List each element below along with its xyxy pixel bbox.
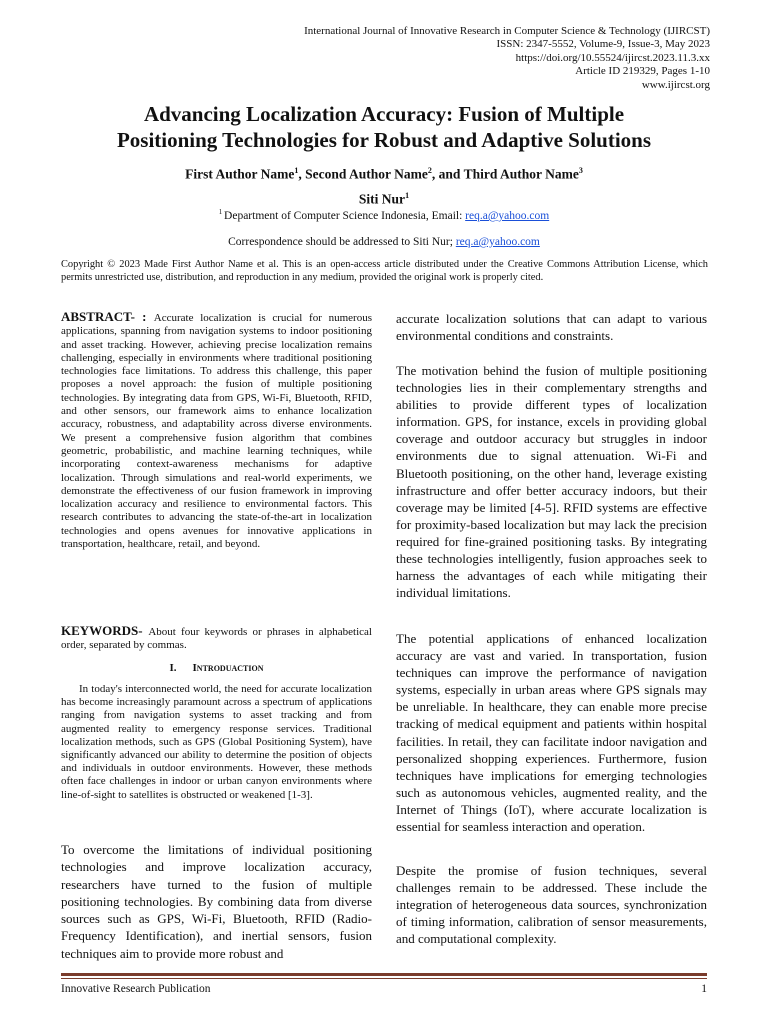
title-line-1: Advancing Localization Accuracy: Fusion of Multiple (143, 102, 625, 126)
correspondence-email-link[interactable]: req.a@yahoo.com (455, 236, 540, 248)
body-paragraph: The potential applications of enhanced localization accuracy are vast and varied. In transportation, fusion techniques can improve the performance of navigation systems, especially in urban areas where GPS signals may be unreliable. In healthcare, they can enable more precise tracking of medical equipment and patients within hospital facilities. In retail, they can facilitate indoor navigation and personalized shopping experiences. Furthermore, fusion techniques have implications for emerging technologies such as autonomous vehicles, augmented reality, and the Internet of Things (IoT), where accurate localization is essential for seamless interaction and operation. (396, 631, 707, 835)
keywords-label: KEYWORDS- (61, 623, 149, 638)
abstract (61, 310, 372, 551)
author-sup: 1 (294, 166, 299, 175)
author-sup: 1 (405, 190, 410, 200)
correspondence-text: Correspondence should be addressed to Siti Nur; (228, 236, 456, 248)
author-line-1 (40, 160, 728, 185)
abstract-text: Accurate localization is crucial for numerous applications, spanning from navigation systems to indoor positioning and asset tracking. However, achieving precise localization remains challenging, especially in environments where traditional positioning technologies face limitations. To address this challenge, this paper proposes a novel approach: the fusion of multiple positioning technologies. By integrating data from GPS, Wi-Fi, Bluetooth, RFID, and other sensors, our framework aims to enhance localization accuracy, robustness, and adaptability across diverse environments. We present a comprehensive fusion algorithm that combines geometric, probabilistic, and machine learning techniques, while incorporating context-awareness mechanisms for adaptive localization. Through simulations and real-world experiments, we demonstrate the effectiveness of our fusion framework in improving localization accuracy and resilience to environmental factors. This research contributes to advancing the state-of-the-art in localization technologies and opens avenues for innovative applications in transportation, healthcare, retail, and beyond. (61, 312, 372, 551)
body-paragraph: accurate localization solutions that can adapt to various environmental conditions and constraints. (396, 311, 707, 344)
abstract-label: ABSTRACT- : (61, 309, 154, 324)
footer-rule-thin (61, 978, 707, 979)
section-number: I. (169, 662, 177, 674)
intro-paragraph: To overcome the limitations of individual positioning technologies and improve localization accuracy, researchers have turned to the fusion of multiple positioning technologies. By combining data from diverse sources such as GPS, Wi-Fi, Bluetooth, RFID (Radio-Frequency Identification), and inertial sensors, fusion techniques aim to provide more robust and (61, 842, 372, 961)
body-paragraph: Despite the promise of fusion techniques, several challenges remain to be addressed. These include the integration of heterogeneous data sources, synchronization of timing information, calibration of sensor measurements, and computational complexity. (396, 863, 707, 947)
author-sup: 3 (578, 166, 583, 175)
keywords-text: About four keywords or phrases in alphabetical order, separated by commas. (61, 626, 372, 652)
author-sup: 2 (427, 166, 432, 175)
keywords (61, 624, 372, 653)
section-title: Introduaction (192, 662, 264, 674)
intro-paragraph: In today's interconnected world, the need for accurate localization has become increasingly paramount across a spectrum of applications ranging from navigation systems to asset tracking and from augmented reality to emergency response services. Traditional localization methods, such as GPS (Global Positioning System), have significantly advanced our ability to determine the position of objects and individuals in outdoor environments. However, these methods often face challenges in indoor or urban canyon environments where line-of-sight to satellites is obstructed or weakened [1-3]. (61, 683, 372, 801)
paper-title (40, 101, 728, 153)
journal-name: International Journal of Innovative Research in Computer Science & Technology (IJIRCST) (304, 25, 710, 37)
affiliation (40, 208, 728, 222)
doi-link[interactable]: https://doi.org/10.55524/ijircst.2023.11.3.xx (515, 51, 710, 64)
author-name: Second Author Name (305, 166, 428, 182)
author-separator: , and (431, 166, 464, 182)
correspondence (40, 236, 728, 248)
section-heading (61, 662, 372, 674)
website-link[interactable]: www.ijircst.org (641, 78, 710, 91)
author-list (40, 160, 728, 209)
page-number: 1 (701, 983, 707, 995)
author-name: Third Author Name (463, 166, 579, 182)
footer-rule-thick (61, 973, 707, 976)
author-name: First Author Name (185, 166, 295, 182)
author-name: Siti Nur (358, 191, 406, 206)
author-separator: , (298, 166, 306, 182)
body-paragraph: The motivation behind the fusion of multiple positioning technologies lies in their complementary strengths and abilities to provide different types of localization information. GPS, for instance, excels in providing global coverage and outdoor accuracy but struggles in indoor environments due to signal attenuation. Wi-Fi and Bluetooth positioning, on the other hand, leverage existing infrastructure and offer better accuracy indoors, but their coverage may be limited [4-5]. RFID systems are effective for proximity-based localization but may lack the precision required for fine-grained positioning tasks. By integrating these technologies intelligently, fusion approaches seek to harness the advantages of each while mitigating their individual limitations. (396, 363, 707, 601)
footer-publisher: Innovative Research Publication (61, 983, 211, 995)
affiliation-email-link[interactable]: req.a@yahoo.com (465, 209, 550, 222)
article-id: Article ID 219329, Pages 1-10 (575, 65, 710, 78)
copyright-notice: Copyright © 2023 Made First Author Name et al. This is an open-access article distributed under the Creative Commons Attribution License, which permits unrestricted use, distribution, and reproduction in any medium, provided the original work is properly cited. (61, 259, 708, 283)
affiliation-text: Department of Computer Science Indonesia, Email: (224, 209, 466, 222)
title-line-2: Positioning Technologies for Robust and Adaptive Solutions (116, 128, 652, 152)
issn-line: ISSN: 2347-5552, Volume-9, Issue-3, May 2023 (496, 38, 710, 51)
affiliation-sup: 1 (218, 208, 225, 216)
journal-header (304, 25, 710, 92)
author-line-2 (40, 185, 728, 210)
